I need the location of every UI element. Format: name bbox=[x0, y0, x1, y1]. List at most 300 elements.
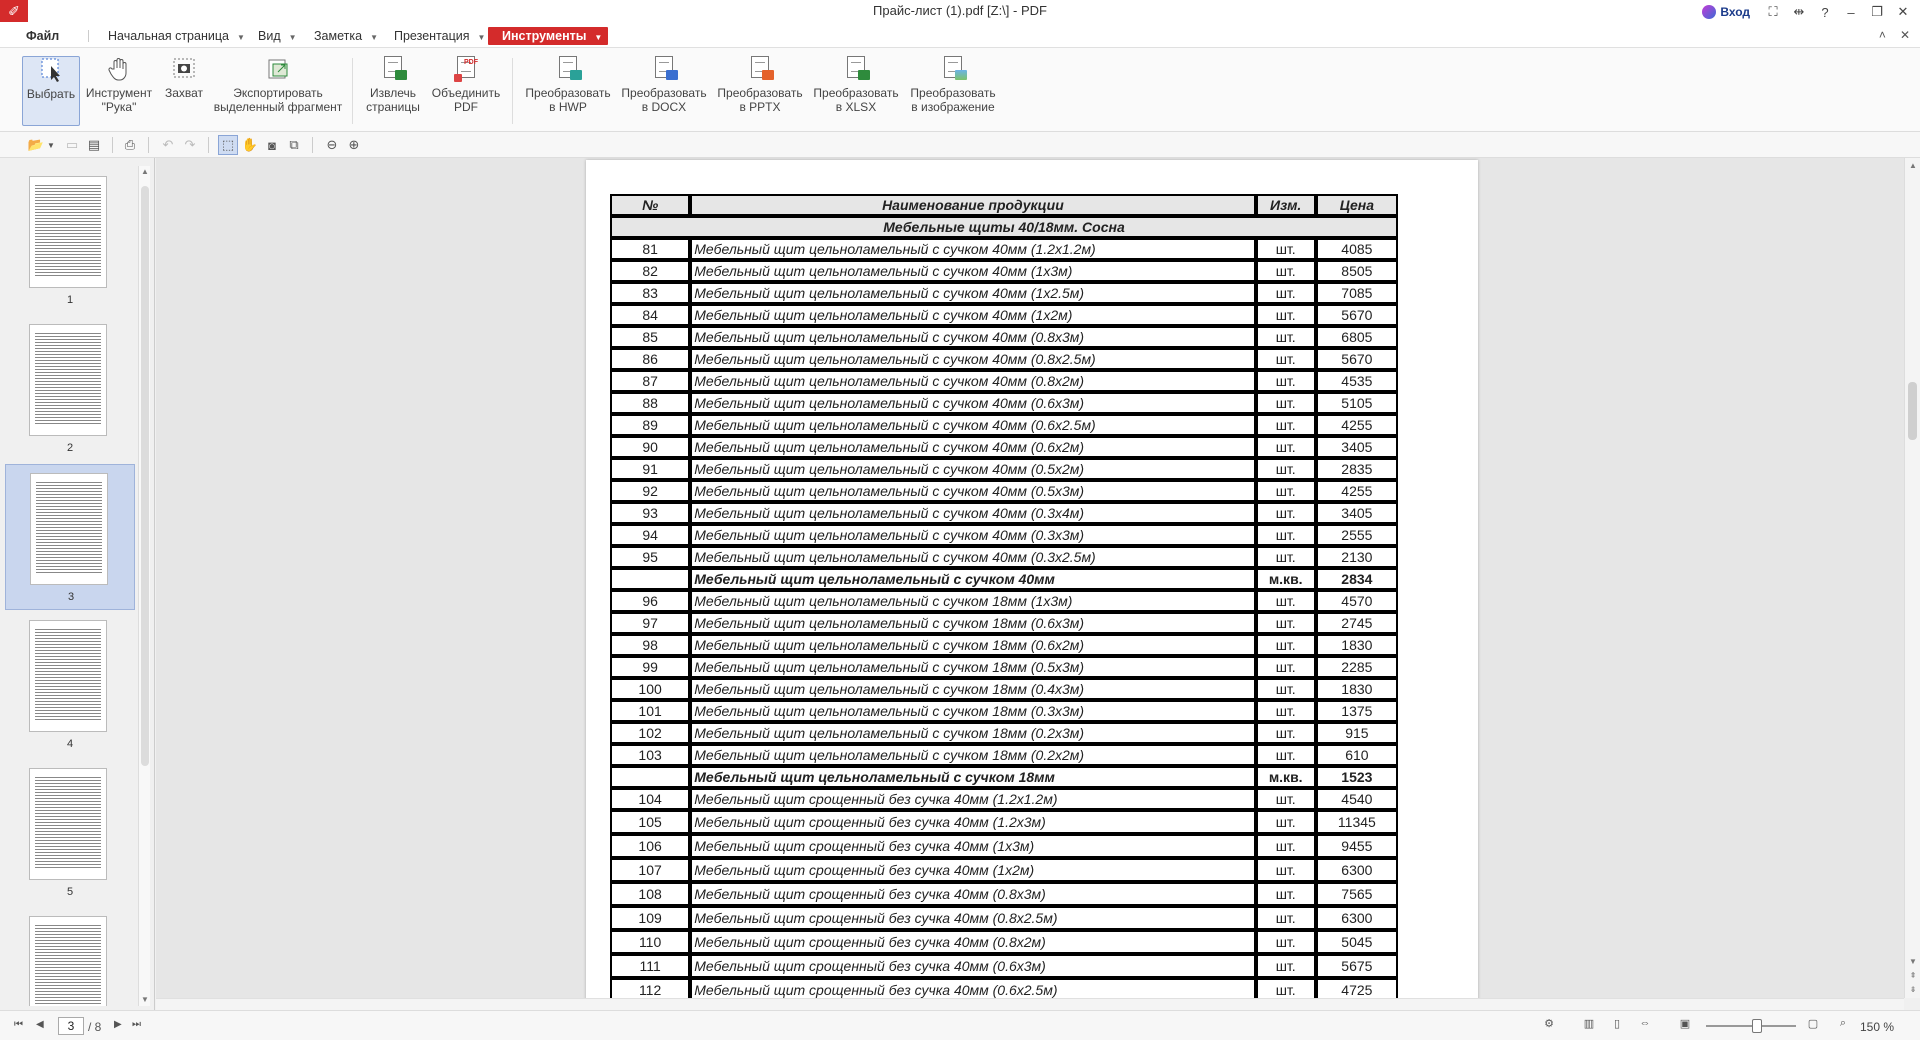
app-logo-icon[interactable]: ✐ bbox=[0, 0, 28, 22]
cell-price: 915 bbox=[1316, 722, 1398, 744]
camera-icon bbox=[170, 56, 198, 82]
cell-unit: шт. bbox=[1256, 392, 1316, 414]
status-bar bbox=[0, 1010, 1920, 1040]
select-cursor-icon[interactable]: ⬚ bbox=[218, 135, 238, 155]
cell-price: 5045 bbox=[1316, 930, 1398, 954]
cell-price: 2285 bbox=[1316, 656, 1398, 678]
cell-price: 7085 bbox=[1316, 282, 1398, 304]
table-row bbox=[610, 414, 1398, 436]
hand-tool-button[interactable] bbox=[84, 56, 154, 126]
print-icon[interactable]: ⎙ bbox=[124, 137, 136, 152]
cell-price: 8505 bbox=[1316, 260, 1398, 282]
cell-num bbox=[610, 568, 690, 590]
cell-name: Мебельный щит цельноламельный с сучком 40мм (0.6x2.5м) bbox=[690, 414, 1255, 436]
cell-unit: шт. bbox=[1256, 480, 1316, 502]
zoom-icon[interactable]: ⌕ bbox=[1839, 1017, 1847, 1029]
cell-num: 93 bbox=[610, 502, 690, 524]
menu-view[interactable] bbox=[258, 27, 297, 45]
menu-note[interactable] bbox=[314, 27, 378, 45]
close-button[interactable]: ✕ bbox=[1897, 4, 1909, 19]
cell-num: 98 bbox=[610, 634, 690, 656]
cell-price: 6300 bbox=[1316, 858, 1398, 882]
cell-unit: шт. bbox=[1256, 656, 1316, 678]
table-row bbox=[610, 678, 1398, 700]
fit-width-icon[interactable]: ⇔ bbox=[1639, 1017, 1651, 1029]
cell-name: Мебельный щит цельноламельный с сучком 40мм (0.5x2м) bbox=[690, 458, 1255, 480]
table-row bbox=[610, 612, 1398, 634]
last-page-icon[interactable]: ⏭ bbox=[132, 1019, 141, 1030]
cell-price: 2835 bbox=[1316, 458, 1398, 480]
scrollbar-thumb[interactable] bbox=[1908, 382, 1917, 440]
cell-num: 82 bbox=[610, 260, 690, 282]
cell-price: 5670 bbox=[1316, 304, 1398, 326]
cursor-icon bbox=[37, 57, 65, 83]
table-row bbox=[610, 502, 1398, 524]
restore-button[interactable]: ❐ bbox=[1871, 4, 1883, 19]
chevron-down-icon[interactable]: ▼ bbox=[47, 140, 55, 150]
cell-num: 90 bbox=[610, 436, 690, 458]
scroll-down-icon[interactable]: ▼ bbox=[1909, 957, 1917, 966]
pin-icon[interactable]: ✕ bbox=[1899, 28, 1910, 42]
cell-unit: шт. bbox=[1256, 634, 1316, 656]
cell-unit: шт. bbox=[1256, 612, 1316, 634]
page-total: / 8 bbox=[88, 1020, 102, 1034]
thumbnail-scrollbar[interactable] bbox=[138, 166, 150, 1006]
next-page-icon[interactable]: ▶ bbox=[114, 1019, 122, 1030]
cell-unit: шт. bbox=[1256, 978, 1316, 998]
table-row bbox=[610, 260, 1398, 282]
cell-price: 1523 bbox=[1316, 766, 1398, 788]
cell-price: 4540 bbox=[1316, 788, 1398, 810]
table-row bbox=[610, 834, 1398, 858]
title-bar-controls bbox=[1702, 2, 1914, 22]
cell-price: 11345 bbox=[1316, 810, 1398, 834]
fit-page-icon[interactable]: ▣ bbox=[1679, 1018, 1691, 1030]
thumbnail-number: 1 bbox=[66, 294, 74, 306]
table-row bbox=[610, 634, 1398, 656]
extract-label-2: страницы bbox=[366, 100, 420, 114]
cell-num: 85 bbox=[610, 326, 690, 348]
menu-note-label: Заметка bbox=[314, 29, 363, 43]
cell-num: 100 bbox=[610, 678, 690, 700]
menu-view-label: Вид bbox=[258, 29, 281, 43]
cell-num: 91 bbox=[610, 458, 690, 480]
header-name: Наименование продукции bbox=[690, 194, 1255, 216]
cell-price: 4255 bbox=[1316, 414, 1398, 436]
cell-num: 106 bbox=[610, 834, 690, 858]
help-icon[interactable]: ? bbox=[1821, 4, 1829, 20]
cell-num: 105 bbox=[610, 810, 690, 834]
table-row bbox=[610, 656, 1398, 678]
cell-unit: шт. bbox=[1256, 370, 1316, 392]
table-row bbox=[610, 370, 1398, 392]
cell-unit: шт. bbox=[1256, 414, 1316, 436]
cell-name: Мебельный щит цельноламельный с сучком 18мм (0.4x3м) bbox=[690, 678, 1255, 700]
cell-num: 84 bbox=[610, 304, 690, 326]
page-number-input[interactable]: 3 bbox=[58, 1017, 84, 1035]
capture-icon[interactable]: ◙ bbox=[268, 137, 276, 153]
cell-name: Мебельный щит цельноламельный с сучком 18мм (0.2x2м) bbox=[690, 744, 1255, 766]
pptx-label-2: в PPTX bbox=[739, 100, 781, 114]
table-row bbox=[610, 238, 1398, 260]
cell-num: 95 bbox=[610, 546, 690, 568]
cell-price: 610 bbox=[1316, 744, 1398, 766]
title-bar bbox=[0, 0, 1920, 24]
extract-pages-button[interactable] bbox=[362, 56, 424, 126]
menu-presentation[interactable] bbox=[394, 27, 485, 45]
cell-name: Мебельный щит цельноламельный с сучком 40мм (0.8x2.5м) bbox=[690, 348, 1255, 370]
cell-num: 92 bbox=[610, 480, 690, 502]
actual-size-icon[interactable]: ▢ bbox=[1807, 1018, 1819, 1030]
cell-unit: шт. bbox=[1256, 260, 1316, 282]
redo-icon[interactable]: ↷ bbox=[184, 137, 196, 152]
menu-tools-label: Инструменты bbox=[502, 29, 587, 43]
undo-icon[interactable]: ↶ bbox=[162, 137, 174, 152]
cell-num: 102 bbox=[610, 722, 690, 744]
convert-docx-icon bbox=[650, 56, 678, 82]
table-row bbox=[610, 788, 1398, 810]
table-row bbox=[610, 392, 1398, 414]
thumbnail-image bbox=[30, 473, 108, 585]
expand-icon[interactable]: ⇹ bbox=[1793, 4, 1805, 19]
table-row bbox=[610, 524, 1398, 546]
cell-unit: шт. bbox=[1256, 930, 1316, 954]
cell-price: 1830 bbox=[1316, 634, 1398, 656]
menu-presentation-label: Презентация bbox=[394, 29, 470, 43]
table-row bbox=[610, 744, 1398, 766]
table-row bbox=[610, 480, 1398, 502]
cell-num: 94 bbox=[610, 524, 690, 546]
cell-num: 83 bbox=[610, 282, 690, 304]
cell-unit: шт. bbox=[1256, 282, 1316, 304]
save-all-icon[interactable]: ▤ bbox=[87, 137, 101, 152]
convert-image-button[interactable] bbox=[906, 56, 1000, 126]
merge-pdf-button[interactable] bbox=[428, 56, 504, 126]
table-row bbox=[610, 858, 1398, 882]
convert-hwp-button[interactable] bbox=[522, 56, 614, 126]
table-row bbox=[610, 458, 1398, 480]
cell-unit: шт. bbox=[1256, 502, 1316, 524]
cell-price: 2745 bbox=[1316, 612, 1398, 634]
cell-num: 104 bbox=[610, 788, 690, 810]
view-settings-icon[interactable]: ⚙ bbox=[1544, 1018, 1554, 1030]
cell-price: 3405 bbox=[1316, 502, 1398, 524]
login-label: Вход bbox=[1720, 5, 1750, 19]
thumbnail-page[interactable] bbox=[5, 760, 135, 906]
cell-unit: шт. bbox=[1256, 834, 1316, 858]
zoom-in-icon[interactable]: ⊕ bbox=[348, 137, 360, 152]
scroll-up-icon[interactable]: ▲ bbox=[141, 167, 149, 176]
cell-unit: шт. bbox=[1256, 348, 1316, 370]
zoom-out-icon[interactable]: ⊖ bbox=[326, 137, 338, 152]
extract-pages-icon bbox=[379, 56, 407, 82]
cell-num: 96 bbox=[610, 590, 690, 612]
cell-unit: шт. bbox=[1256, 722, 1316, 744]
export-label-1: Экспортировать bbox=[233, 86, 323, 100]
cell-name: Мебельный щит цельноламельный с сучком 40мм (0.3x3м) bbox=[690, 524, 1255, 546]
cell-name: Мебельный щит срощенный без сучка 40мм (1.2x1.2м) bbox=[690, 788, 1255, 810]
scrollbar-thumb[interactable] bbox=[141, 186, 149, 766]
first-page-icon[interactable]: ⏮ bbox=[14, 1019, 23, 1030]
table-row bbox=[610, 882, 1398, 906]
header-unit: Изм. bbox=[1256, 194, 1316, 216]
cell-unit: шт. bbox=[1256, 546, 1316, 568]
cell-num: 112 bbox=[610, 978, 690, 998]
pdf-page bbox=[586, 160, 1478, 998]
cell-unit: шт. bbox=[1256, 326, 1316, 348]
table-row bbox=[610, 436, 1398, 458]
table-row bbox=[610, 546, 1398, 568]
collapse-ribbon-icon[interactable]: ˄ bbox=[1878, 28, 1886, 42]
window-title: Прайс-лист (1).pdf [Z:\] - PDF bbox=[873, 3, 1047, 18]
cell-num: 101 bbox=[610, 700, 690, 722]
chevron-down-icon: ▼ bbox=[288, 33, 297, 42]
cell-num: 81 bbox=[610, 238, 690, 260]
thumbnail-page-selected[interactable] bbox=[5, 464, 135, 610]
cell-name: Мебельный щит срощенный без сучка 40мм (1.2x3м) bbox=[690, 810, 1255, 834]
cell-unit: шт. bbox=[1256, 810, 1316, 834]
cell-price: 7565 bbox=[1316, 882, 1398, 906]
table-subtotal-row bbox=[610, 766, 1398, 788]
save-icon[interactable]: ▭ bbox=[65, 137, 79, 152]
cell-unit: шт. bbox=[1256, 436, 1316, 458]
thumbnail-number: 4 bbox=[66, 738, 74, 750]
thumbnail-number: 2 bbox=[66, 442, 74, 454]
chevron-down-icon: ▼ bbox=[594, 33, 603, 42]
cell-price: 2555 bbox=[1316, 524, 1398, 546]
thumbnail-page[interactable] bbox=[5, 168, 135, 314]
thumbnail-page[interactable] bbox=[5, 316, 135, 462]
table-row bbox=[610, 810, 1398, 834]
fullscreen-icon[interactable]: ⛶ bbox=[1768, 4, 1778, 19]
docx-label-1: Преобразовать bbox=[621, 86, 707, 100]
capture-button[interactable] bbox=[160, 56, 208, 126]
prev-page-icon[interactable]: ◀ bbox=[36, 1019, 44, 1030]
cell-unit: м.кв. bbox=[1256, 568, 1316, 590]
cell-name: Мебельный щит цельноламельный с сучком 40мм (0.3x4м) bbox=[690, 502, 1255, 524]
group-title-row bbox=[610, 216, 1398, 238]
cell-price: 2130 bbox=[1316, 546, 1398, 568]
chevron-down-icon: ▼ bbox=[236, 33, 245, 42]
cell-name: Мебельный щит цельноламельный с сучком 40мм (1x3м) bbox=[690, 260, 1255, 282]
thumbnail-page[interactable] bbox=[5, 908, 135, 1006]
cell-name: Мебельный щит срощенный без сучка 40мм (0.8x2.5м) bbox=[690, 906, 1255, 930]
cell-name: Мебельный щит срощенный без сучка 40мм (0.8x2м) bbox=[690, 930, 1255, 954]
scroll-down-icon[interactable]: ▼ bbox=[141, 995, 149, 1004]
pptx-label-1: Преобразовать bbox=[717, 86, 803, 100]
cell-name: Мебельный щит срощенный без сучка 40мм (0.8x3м) bbox=[690, 882, 1255, 906]
capture-label: Захват bbox=[164, 86, 204, 100]
cell-price: 5675 bbox=[1316, 954, 1398, 978]
menu-separator bbox=[88, 30, 89, 42]
thumbnail-image bbox=[29, 620, 107, 732]
thumbnail-number: 5 bbox=[66, 886, 74, 898]
export-label-2: выделенный фрагмент bbox=[213, 100, 343, 114]
cell-unit: шт. bbox=[1256, 906, 1316, 930]
img-label-1: Преобразовать bbox=[910, 86, 996, 100]
cell-name: Мебельный щит цельноламельный с сучком 18мм (0.2x3м) bbox=[690, 722, 1255, 744]
toolbar-separator bbox=[112, 137, 113, 153]
cell-num: 110 bbox=[610, 930, 690, 954]
cell-name: Мебельный щит срощенный без сучка 40мм (0.6x3м) bbox=[690, 954, 1255, 978]
convert-xlsx-icon bbox=[842, 56, 870, 82]
cell-unit: шт. bbox=[1256, 458, 1316, 480]
cell-name: Мебельный щит срощенный без сучка 40мм (1x2м) bbox=[690, 858, 1255, 882]
toolbar-separator bbox=[312, 137, 313, 153]
table-row bbox=[610, 326, 1398, 348]
cell-price: 1830 bbox=[1316, 678, 1398, 700]
user-icon bbox=[1702, 5, 1716, 19]
table-row bbox=[610, 348, 1398, 370]
cell-price: 4725 bbox=[1316, 978, 1398, 998]
header-price: Цена bbox=[1316, 194, 1398, 216]
cell-name: Мебельный щит цельноламельный с сучком 40мм (0.8x3м) bbox=[690, 326, 1255, 348]
cell-unit: шт. bbox=[1256, 788, 1316, 810]
thumbnail-page[interactable] bbox=[5, 612, 135, 758]
cell-num: 111 bbox=[610, 954, 690, 978]
hand-tool-label-2: "Рука" bbox=[101, 100, 137, 114]
table-row bbox=[610, 304, 1398, 326]
cell-name: Мебельный щит цельноламельный с сучком 18мм (0.6x3м) bbox=[690, 612, 1255, 634]
convert-image-icon bbox=[939, 56, 967, 82]
cell-price: 9455 bbox=[1316, 834, 1398, 858]
table-row bbox=[610, 590, 1398, 612]
docx-label-2: в DOCX bbox=[641, 100, 687, 114]
single-page-view-icon[interactable]: ▯ bbox=[1613, 1018, 1621, 1030]
cell-name: Мебельный щит цельноламельный с сучком 18мм (0.6x2м) bbox=[690, 634, 1255, 656]
cell-num: 109 bbox=[610, 906, 690, 930]
header-num: № bbox=[610, 194, 690, 216]
chevron-down-icon: ▼ bbox=[477, 33, 486, 42]
merge-pdf-icon: PDF bbox=[452, 56, 480, 82]
login-button[interactable] bbox=[1702, 5, 1750, 19]
group-title: Мебельные щиты 40/18мм. Сосна bbox=[610, 216, 1398, 238]
menu-file[interactable]: Файл bbox=[26, 29, 60, 43]
menu-home[interactable] bbox=[108, 27, 245, 45]
price-table bbox=[610, 194, 1398, 998]
next-page-icon[interactable]: ⇟ bbox=[1909, 985, 1917, 994]
zoom-slider-track[interactable] bbox=[1706, 1025, 1796, 1027]
cell-name: Мебельный щит цельноламельный с сучком 18мм (1x3м) bbox=[690, 590, 1255, 612]
document-view[interactable] bbox=[156, 158, 1904, 998]
cell-name: Мебельный щит срощенный без сучка 40мм (0.6x2.5м) bbox=[690, 978, 1255, 998]
two-page-view-icon[interactable]: ▥ bbox=[1583, 1018, 1595, 1030]
thumbnail-image bbox=[29, 916, 107, 1006]
ribbon-separator bbox=[352, 58, 353, 124]
select-tool-button[interactable] bbox=[22, 56, 80, 126]
cell-name: Мебельный щит цельноламельный с сучком 18мм (0.3x3м) bbox=[690, 700, 1255, 722]
thumbnail-image bbox=[29, 768, 107, 880]
toolbar-separator bbox=[208, 137, 209, 153]
extract-label-1: Извлечь bbox=[369, 86, 416, 100]
cell-price: 4535 bbox=[1316, 370, 1398, 392]
cell-unit: шт. bbox=[1256, 700, 1316, 722]
toolbar-separator bbox=[148, 137, 149, 153]
cell-num: 99 bbox=[610, 656, 690, 678]
cell-name: Мебельный щит цельноламельный с сучком 40мм (0.6x2м) bbox=[690, 436, 1255, 458]
hand-tool-label-1: Инструмент bbox=[85, 86, 153, 100]
cell-price: 5105 bbox=[1316, 392, 1398, 414]
hwp-label-1: Преобразовать bbox=[525, 86, 611, 100]
menu-bar bbox=[0, 24, 1920, 48]
cell-name: Мебельный щит цельноламельный с сучком 40мм (0.6x3м) bbox=[690, 392, 1255, 414]
xlsx-label-1: Преобразовать bbox=[813, 86, 899, 100]
cell-price: 4570 bbox=[1316, 590, 1398, 612]
open-folder-icon[interactable]: 📂 bbox=[27, 137, 45, 152]
cell-num: 88 bbox=[610, 392, 690, 414]
cell-price: 6805 bbox=[1316, 326, 1398, 348]
cell-name: Мебельный щит цельноламельный с сучком 40мм (1x2м) bbox=[690, 304, 1255, 326]
quick-access-toolbar bbox=[0, 132, 1920, 158]
xlsx-label-2: в XLSX bbox=[835, 100, 877, 114]
convert-xlsx-button[interactable] bbox=[810, 56, 902, 126]
thumbnail-panel bbox=[0, 158, 155, 1010]
cell-num bbox=[610, 766, 690, 788]
export-icon[interactable]: ⧉ bbox=[289, 137, 299, 152]
table-row bbox=[610, 954, 1398, 978]
cell-num: 97 bbox=[610, 612, 690, 634]
export-selection-button[interactable] bbox=[212, 56, 344, 126]
cell-price: 5670 bbox=[1316, 348, 1398, 370]
cell-price: 1375 bbox=[1316, 700, 1398, 722]
table-row bbox=[610, 978, 1398, 998]
cell-num: 87 bbox=[610, 370, 690, 392]
hwp-label-2: в HWP bbox=[549, 100, 587, 114]
table-header-row bbox=[610, 194, 1398, 216]
cell-unit: шт. bbox=[1256, 304, 1316, 326]
cell-unit: шт. bbox=[1256, 590, 1316, 612]
menu-tools[interactable] bbox=[488, 27, 608, 45]
cell-unit: шт. bbox=[1256, 954, 1316, 978]
minimize-button[interactable]: – bbox=[1847, 4, 1855, 20]
cell-unit: шт. bbox=[1256, 238, 1316, 260]
thumbnail-number: 3 bbox=[67, 591, 75, 603]
table-subtotal-row bbox=[610, 568, 1398, 590]
cell-name: Мебельный щит цельноламельный с сучком 18мм (0.5x3м) bbox=[690, 656, 1255, 678]
document-vertical-scrollbar[interactable] bbox=[1904, 158, 1920, 998]
img-label-2: в изображение bbox=[911, 100, 995, 114]
cell-unit: шт. bbox=[1256, 524, 1316, 546]
cell-num: 89 bbox=[610, 414, 690, 436]
chevron-down-icon: ▼ bbox=[370, 33, 378, 42]
cell-price: 3405 bbox=[1316, 436, 1398, 458]
zoom-slider-handle[interactable] bbox=[1752, 1019, 1762, 1033]
cell-unit: шт. bbox=[1256, 882, 1316, 906]
convert-docx-button[interactable] bbox=[618, 56, 710, 126]
table-row bbox=[610, 722, 1398, 744]
prev-page-icon[interactable]: ⇞ bbox=[1909, 971, 1917, 980]
cell-num: 103 bbox=[610, 744, 690, 766]
table-row bbox=[610, 906, 1398, 930]
cell-unit: шт. bbox=[1256, 858, 1316, 882]
export-icon bbox=[264, 56, 292, 82]
convert-pptx-button[interactable] bbox=[714, 56, 806, 126]
cell-price: 2834 bbox=[1316, 568, 1398, 590]
cell-name: Мебельный щит цельноламельный с сучком 40мм (0.8x2м) bbox=[690, 370, 1255, 392]
table-row bbox=[610, 700, 1398, 722]
cell-name: Мебельный щит цельноламельный с сучком 18мм bbox=[690, 766, 1255, 788]
document-horizontal-scrollbar[interactable] bbox=[156, 998, 1904, 1010]
scroll-up-icon[interactable]: ▲ bbox=[1909, 161, 1917, 170]
cell-name: Мебельный щит цельноламельный с сучком 40мм (1x2.5м) bbox=[690, 282, 1255, 304]
cell-unit: м.кв. bbox=[1256, 766, 1316, 788]
menu-home-label: Начальная страница bbox=[108, 29, 229, 43]
merge-label-1: Объединить bbox=[431, 86, 501, 100]
cell-unit: шт. bbox=[1256, 744, 1316, 766]
ribbon-toolbar bbox=[0, 48, 1920, 132]
hand-icon[interactable]: ✋ bbox=[241, 137, 259, 152]
zoom-level: 150 % bbox=[1860, 1020, 1895, 1034]
